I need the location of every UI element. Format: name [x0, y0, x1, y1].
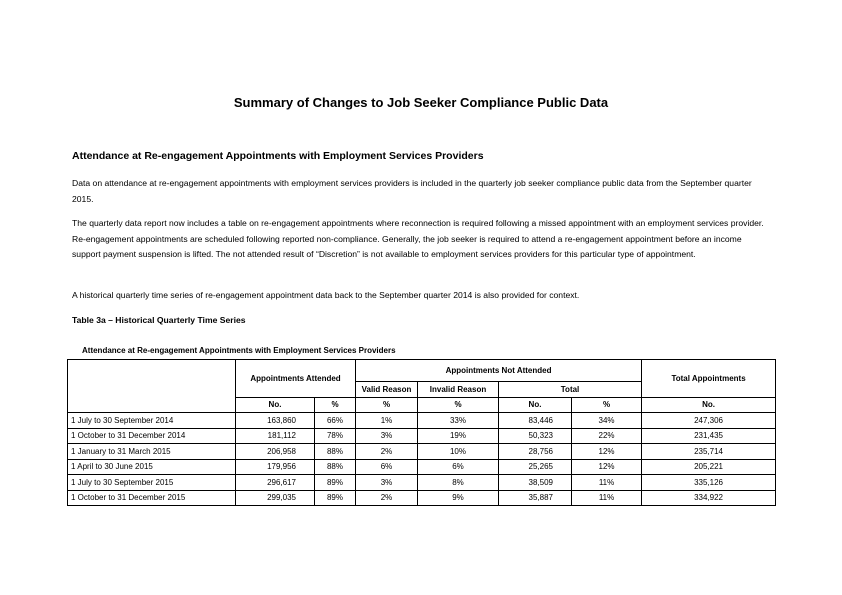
not-attended-total-no: 28,756 — [499, 444, 572, 460]
invalid-reason-pct: 19% — [418, 428, 499, 444]
attended-no: 179,956 — [236, 459, 315, 475]
attended-pct: 66% — [315, 413, 356, 429]
row-period: 1 July to 30 September 2015 — [68, 475, 236, 491]
row-period: 1 October to 31 December 2015 — [68, 490, 236, 506]
page-title: Summary of Changes to Job Seeker Compliance Public Data — [233, 95, 609, 110]
valid-reason-pct: 2% — [356, 490, 418, 506]
not-attended-total-pct: 11% — [572, 475, 642, 491]
valid-reason-pct: 2% — [356, 444, 418, 460]
not-attended-total-no: 83,446 — [499, 413, 572, 429]
attended-pct: 88% — [315, 459, 356, 475]
header-total-pct: % — [572, 397, 642, 413]
not-attended-total-no: 25,265 — [499, 459, 572, 475]
valid-reason-pct: 3% — [356, 428, 418, 444]
header-not-attended: Appointments Not Attended — [356, 360, 642, 382]
header-total-no: No. — [499, 397, 572, 413]
not-attended-total-no: 38,509 — [499, 475, 572, 491]
table-row — [68, 459, 776, 475]
header-attended: Appointments Attended — [236, 360, 356, 398]
not-attended-total-pct: 11% — [572, 490, 642, 506]
total-appointments: 335,126 — [642, 475, 776, 491]
total-appointments: 334,922 — [642, 490, 776, 506]
not-attended-total-no: 35,887 — [499, 490, 572, 506]
attended-no: 163,860 — [236, 413, 315, 429]
valid-reason-pct: 6% — [356, 459, 418, 475]
paragraph-intro: Data on attendance at re-engagement appointments with employment services providers is included in the quarterly job seeker compliance public data from the September quarter 2015. — [72, 178, 752, 204]
attended-no: 206,958 — [236, 444, 315, 460]
valid-reason-pct: 1% — [356, 413, 418, 429]
invalid-reason-pct: 8% — [418, 475, 499, 491]
valid-reason-pct: 3% — [356, 475, 418, 491]
header-total-appointments-no: No. — [642, 397, 776, 413]
invalid-reason-pct: 9% — [418, 490, 499, 506]
row-period: 1 October to 31 December 2014 — [68, 428, 236, 444]
not-attended-total-no: 50,323 — [499, 428, 572, 444]
header-valid-reason: Valid Reason — [356, 382, 418, 398]
header-attended-pct: % — [315, 397, 356, 413]
invalid-reason-pct: 10% — [418, 444, 499, 460]
table-row — [68, 475, 776, 491]
attended-pct: 89% — [315, 490, 356, 506]
total-appointments: 247,306 — [642, 413, 776, 429]
total-appointments: 231,435 — [642, 428, 776, 444]
header-period — [68, 360, 236, 413]
paragraph-details: The quarterly data report now includes a table on re-engagement appointments where reconnection is required following a missed appointment with an employment services provider. Re-engagement appointments are scheduled following reported non-compliance. Generally, the job seeker is required to attend a re-engagement appointment before an income support payment suspension is lifted. The not attended result of “Discretion” is not available to employment services providers for this particular type of appointment. — [72, 218, 764, 259]
invalid-reason-pct: 33% — [418, 413, 499, 429]
not-attended-total-pct: 34% — [572, 413, 642, 429]
not-attended-total-pct: 22% — [572, 428, 642, 444]
table-row — [68, 490, 776, 506]
section-heading: Attendance at Re-engagement Appointments with Employment Services Providers — [72, 150, 484, 162]
paragraph-history: A historical quarterly time series of re-engagement appointment data back to the September quarter 2014 is also provided for context. — [72, 290, 580, 300]
attended-no: 299,035 — [236, 490, 315, 506]
row-period: 1 July to 30 September 2014 — [68, 413, 236, 429]
total-appointments: 205,221 — [642, 459, 776, 475]
row-period: 1 January to 31 March 2015 — [68, 444, 236, 460]
attended-no: 181,112 — [236, 428, 315, 444]
row-period: 1 April to 30 June 2015 — [68, 459, 236, 475]
header-total: Total — [499, 382, 642, 398]
attended-pct: 78% — [315, 428, 356, 444]
header-total-appointments: Total Appointments — [642, 360, 776, 398]
header-valid-pct: % — [356, 397, 418, 413]
invalid-reason-pct: 6% — [418, 459, 499, 475]
header-invalid-pct: % — [418, 397, 499, 413]
header-invalid-reason: Invalid Reason — [418, 382, 499, 398]
table-label: Table 3a – Historical Quarterly Time Series — [72, 315, 246, 325]
total-appointments: 235,714 — [642, 444, 776, 460]
attended-no: 296,617 — [236, 475, 315, 491]
table-row — [68, 428, 776, 444]
header-attended-no: No. — [236, 397, 315, 413]
table-row — [68, 444, 776, 460]
table-caption: Attendance at Re-engagement Appointments with Employment Services Providers — [82, 346, 396, 355]
attended-pct: 89% — [315, 475, 356, 491]
not-attended-total-pct: 12% — [572, 444, 642, 460]
attendance-table — [67, 359, 776, 506]
table-row — [68, 413, 776, 429]
not-attended-total-pct: 12% — [572, 459, 642, 475]
attended-pct: 88% — [315, 444, 356, 460]
